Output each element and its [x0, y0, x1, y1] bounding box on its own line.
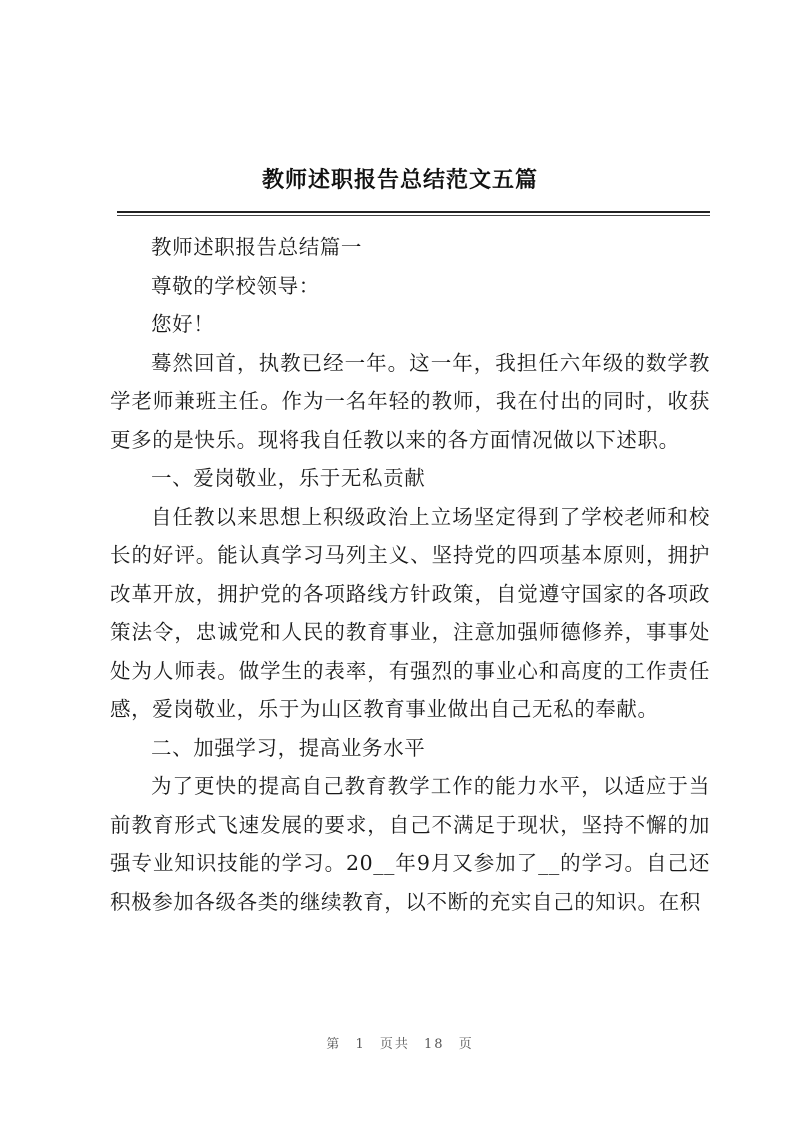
footer-suffix: 页: [458, 1037, 474, 1052]
page-title: 教师述职报告总结范文五篇: [261, 167, 538, 193]
section-heading-1: 一、爱岗敬业，乐于无私贡献: [151, 466, 426, 490]
page-footer: [0, 1033, 800, 1052]
footer-middle: 页共: [379, 1037, 410, 1052]
paragraph-heading: 教师述职报告总结篇一: [151, 235, 362, 259]
document-body: [110, 228, 710, 921]
paragraph-section-1: 自任教以来思想上积级政治上立场坚定得到了学校老师和校长的好评。能认真学习马列主义、坚持党的四项基本原则，拥护改革开放，拥护党的各项路线方针政策，自觉遵守国家的各项政策法令，忠诚党和人民的教育事业，注意加强师德修养，事事处处为人师表。做学生的表率，有强烈的事业心和高度的工作责任感，爱岗敬业，乐于为山区教育事业做出自己无私的奉献。: [110, 504, 710, 721]
title-divider-thin: [117, 215, 710, 216]
paragraph-salutation: 尊敬的学校领导：: [151, 273, 320, 298]
paragraph-intro: 蓦然回首，执教已经一年。这一年，我担任六年级的数学教学老师兼班主任。作为一名年轻的教师，我在付出的同时，收获更多的是快乐。现将我自任教以来的各方面情况做以下述职。: [110, 350, 710, 452]
section-heading-2: 二、加强学习，提高业务水平: [151, 735, 426, 760]
title-divider-thick: [117, 211, 710, 213]
paragraph-section-2: 为了更快的提高自己教育教学工作的能力水平，以适应于当前教育形式飞速发展的要求，自己不满足于现状，坚持不懈的加强专业知识技能的学习。20__年9月又参加了__的学习。自己还积极参加各级各类的继续教育，以不断的充实自己的知识。在积: [110, 774, 710, 914]
footer-prefix: 第: [326, 1037, 342, 1052]
footer-page-number: 1: [355, 1037, 366, 1052]
paragraph-greeting: 您好！: [151, 312, 215, 336]
footer-total-pages: 18: [424, 1037, 445, 1052]
